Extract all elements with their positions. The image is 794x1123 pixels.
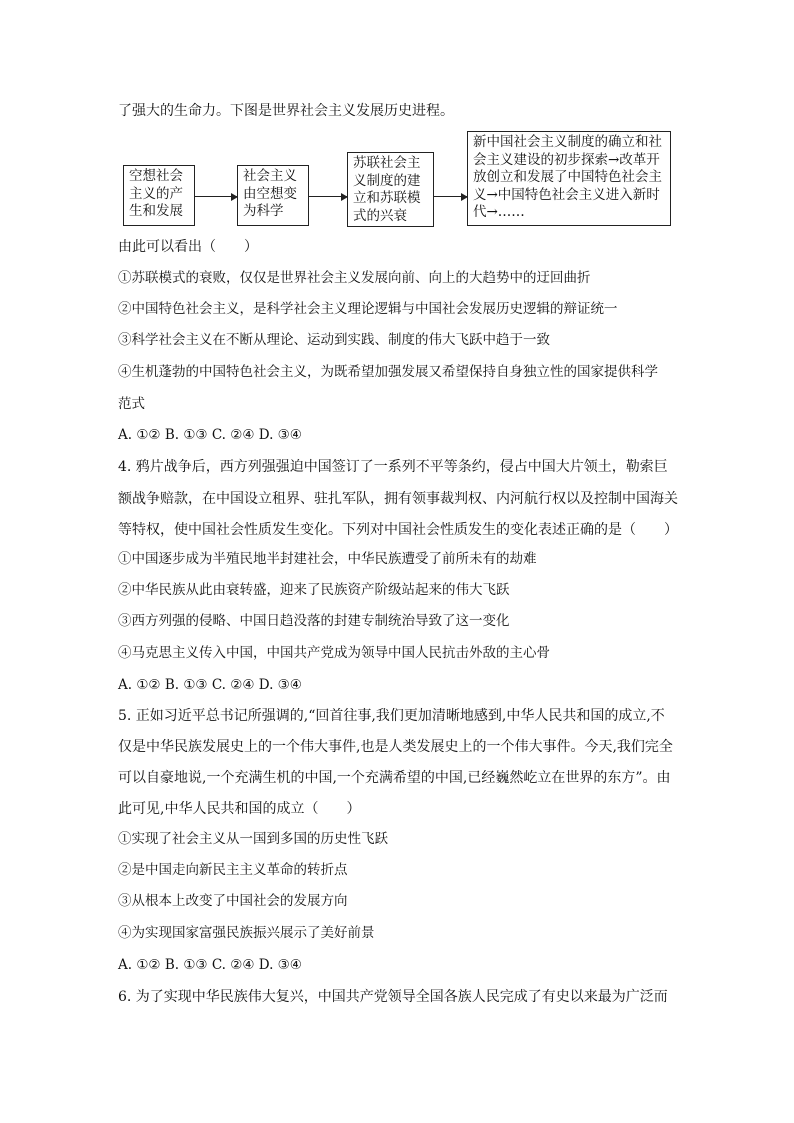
q4-option-1: ①中国逐步成为半殖民地半封建社会，中华民族遭受了前所未有的劫难: [118, 551, 537, 567]
flow-box-utopian: 空想社会主义的产生和发展: [123, 165, 195, 226]
q4-option-3: ③西方列强的侵略、中国日趋没落的封建专制统治导致了这一变化: [118, 613, 510, 629]
q3-choices: A. ①② B. ①③ C. ②④ D. ③④: [118, 427, 302, 443]
q4-stem-line-1: 4. 鸦片战争后，西方列强强迫中国签订了一系列不平等条约，侵占中国大片领土，勒索巨: [118, 459, 668, 475]
q5-stem-line-2: 仅是中华民族发展史上的一个伟大事件,也是人类发展史上的一个伟大事件。今天,我们完全: [118, 739, 673, 755]
q5-option-3: ③从根本上改变了中国社会的发展方向: [118, 893, 348, 909]
flow-box-soviet: 苏联社会主义制度的建立和苏联模式的兴衰: [347, 152, 434, 227]
q5-choices: A. ①② B. ①③ C. ②④ D. ③④: [118, 957, 302, 973]
q3-option-4-cont: 范式: [118, 396, 145, 412]
q3-stem: 由此可以看出（ ）: [118, 239, 258, 255]
q4-option-2: ②中华民族从此由衰转盛，迎来了民族资产阶级站起来的伟大飞跃: [118, 582, 510, 598]
q5-option-2: ②是中国走向新民主主义革命的转折点: [118, 862, 348, 878]
flow-arrow-3: [434, 196, 467, 197]
q5-stem-line-3: 可以自豪地说,一个充满生机的中国,一个充满希望的中国,已经巍然屹立在世界的东方”。由: [118, 770, 671, 786]
flow-arrow-2: [309, 196, 347, 197]
q5-option-4: ④为实现国家富强民族振兴展示了美好前景: [118, 925, 375, 941]
q6-stem-line-1: 6. 为了实现中华民族伟大复兴，中国共产党领导全国各族人民完成了有史以来最为广泛而: [118, 989, 668, 1005]
q4-option-4: ④马克思主义传入中国，中国共产党成为领导中国人民抗击外敌的主心骨: [118, 645, 550, 661]
q5-stem-line-4: 此可见,中华人民共和国的成立（ ）: [118, 801, 361, 817]
q3-option-3: ③科学社会主义在不断从理论、运动到实践、制度的伟大飞跃中趋于一致: [118, 332, 550, 348]
q4-choices: A. ①② B. ①③ C. ②④ D. ③④: [118, 677, 302, 693]
q3-option-2: ②中国特色社会主义，是科学社会主义理论逻辑与中国社会发展历史逻辑的辩证统一: [118, 301, 618, 317]
flow-arrow-1: [195, 196, 237, 197]
q3-option-4: ④生机蓬勃的中国特色社会主义，为既希望加强发展又希望保持自身独立性的国家提供科学: [118, 364, 658, 380]
flow-box-scientific: 社会主义由空想变为科学: [237, 165, 309, 226]
intro-text: 了强大的生命力。下图是世界社会主义发展历史进程。: [118, 103, 454, 119]
q4-stem-line-2: 额战争赔款，在中国设立租界、驻扎军队，拥有领事裁判权、内河航行权以及控制中国海关: [118, 491, 678, 507]
q3-option-1: ①苏联模式的衰败，仅仅是世界社会主义发展向前、向上的大趋势中的迂回曲折: [118, 270, 591, 286]
q5-option-1: ①实现了社会主义从一国到多国的历史性飞跃: [118, 831, 388, 847]
q4-stem-line-3: 等特权，使中国社会性质发生变化。下列对中国社会性质发生的变化表述正确的是（ ）: [118, 522, 678, 538]
q5-stem-line-1: 5. 正如习近平总书记所强调的,“回首往事,我们更加清晰地感到,中华人民共和国的成立,不: [118, 708, 665, 724]
flow-box-new-china: 新中国社会主义制度的确立和社会主义建设的初步探索→改革开放创立和发展了中国特色社会主义→中国特色社会主义进入新时代→……: [467, 131, 671, 226]
